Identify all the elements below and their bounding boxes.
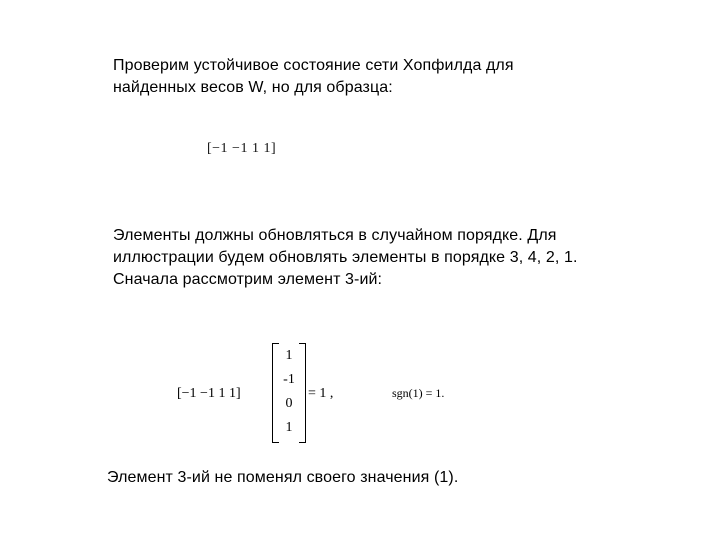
conclusion-paragraph <box>107 467 458 489</box>
pattern-vector: [−1 −1 1 1] <box>207 141 277 156</box>
column-right-bracket <box>299 343 306 443</box>
equation-row-vector: [−1 −1 1 1] <box>177 386 241 401</box>
update-order-line-2: иллюстрации будем обновлять элементы в порядке 3, 4, 2, 1. <box>113 249 578 266</box>
column-left-bracket <box>272 343 279 443</box>
weight-column-vector <box>272 343 306 441</box>
column-entry-1: 1 <box>285 348 293 363</box>
update-order-line-3: Сначала рассмотрим элемент 3-ий: <box>113 271 383 288</box>
update-order-line-1: Элементы должны обновляться в случайном порядке. Для <box>113 227 557 244</box>
column-entry-2: -1 <box>283 372 295 387</box>
intro-paragraph <box>113 55 514 99</box>
intro-line-1: Проверим устойчивое состояние сети Хопфилда для <box>113 57 514 74</box>
update-order-paragraph <box>113 225 578 291</box>
column-entry-4: 1 <box>285 420 293 435</box>
intro-line-2: найденных весов W, но для образца: <box>113 79 393 96</box>
column-entry-3: 0 <box>285 396 293 411</box>
sgn-result: sgn(1) = 1. <box>392 386 445 400</box>
conclusion-line-1: Элемент 3-ий не поменял своего значения (1). <box>107 469 459 486</box>
equation-result: = 1 , <box>308 386 334 401</box>
